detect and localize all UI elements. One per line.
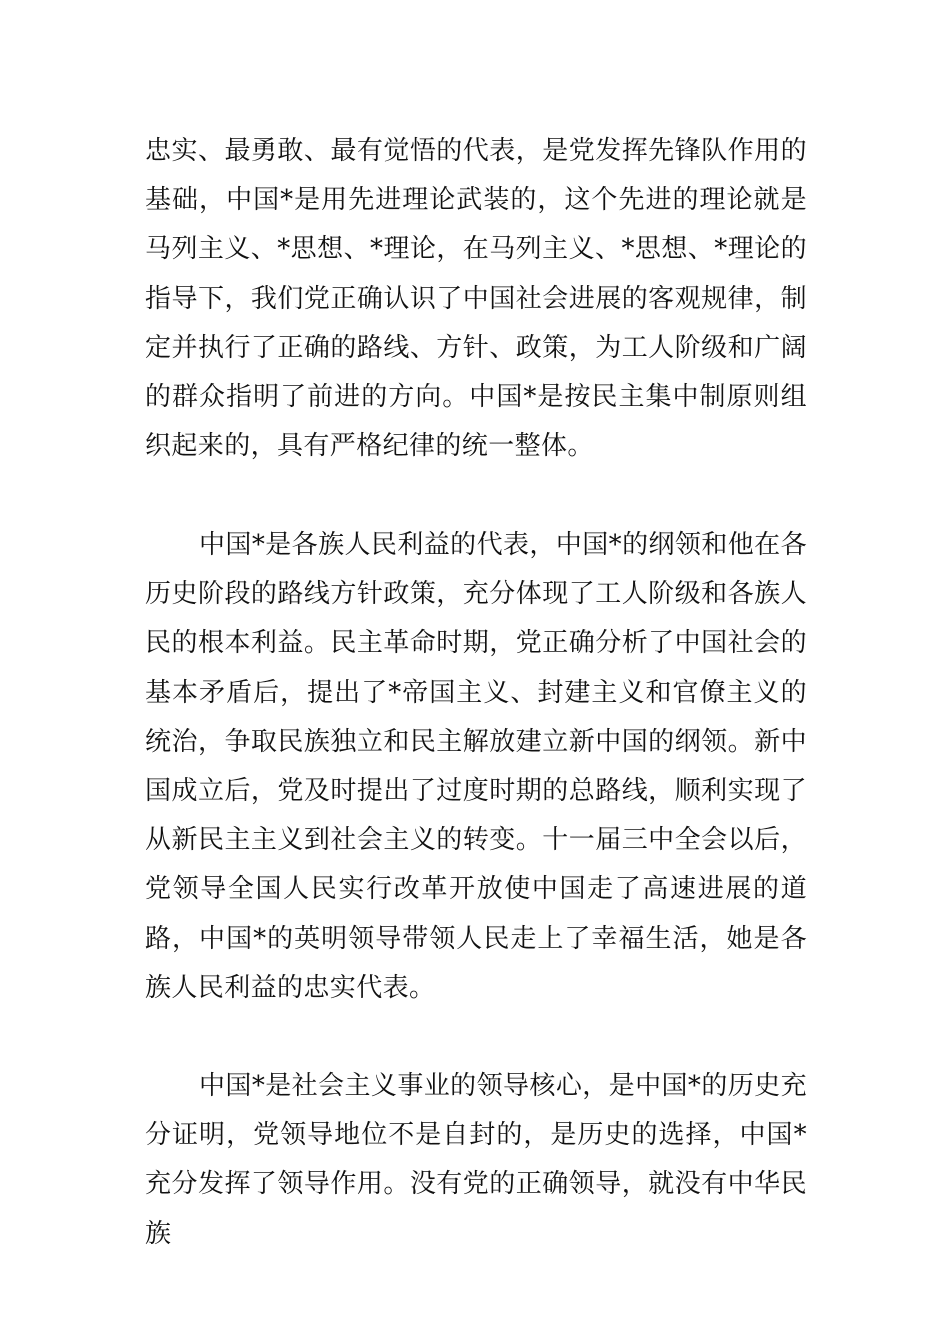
paragraph-3: 中国*是社会主义事业的领导核心，是中国*的历史充分证明，党领导地位不是自封的，是历史的选择，中国*充分发挥了领导作用。没有党的正确领导，就没有中华民族 [145, 1071, 807, 1249]
paragraph-2: 中国*是各族人民利益的代表，中国*的纲领和他在各历史阶段的路线方针政策，充分体现了工人阶级和各族人民的根本利益。民主革命时期，党正确分析了中国社会的基本矛盾后，提出了*帝国主义、封建主义和官僚主义的统治，争取民族独立和民主解放建立新中国的纲领。新中国成立后，党及时提出了过度时期的总路线，顺利实现了从新民主主义到社会主义的转变。十一届三中全会以后，党领导全国人民实行改革开放使中国走了高速进展的道路，中国*的英明领导带领人民走上了幸福生活，她是各族人民利益的忠实代表。 [145, 530, 807, 1003]
paragraph-1: 忠实、最勇敢、最有觉悟的代表，是党发挥先锋队作用的基础，中国*是用先进理论武装的，这个先进的理论就是马列主义、*思想、*理论，在马列主义、*思想、*理论的指导下，我们党正确认识了中国社会进展的客观规律，制定并执行了正确的路线、方针、政策，为工人阶级和广阔的群众指明了前进的方向。中国*是按民主集中制原则组织起来的，具有严格纪律的统一整体。 [145, 136, 807, 462]
